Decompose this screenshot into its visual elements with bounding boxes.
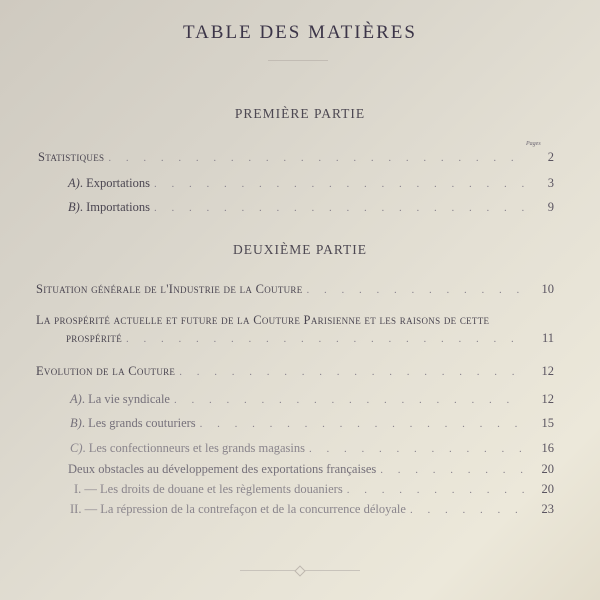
entry-label-cont: prospérité xyxy=(66,331,123,345)
entry-page: 20 xyxy=(541,482,554,496)
entry-prefix: C) xyxy=(70,441,83,455)
entry-label: . Importations xyxy=(79,200,150,214)
end-ornament xyxy=(240,566,360,576)
part-heading-1: PREMIÈRE PARTIE xyxy=(234,106,366,121)
dot-leader xyxy=(154,178,524,190)
part-heading-2: DEUXIÈME PARTIE xyxy=(232,242,368,257)
toc-entry xyxy=(36,282,554,297)
dot-leader xyxy=(309,443,524,455)
toc-entry xyxy=(68,200,554,215)
toc-entry xyxy=(70,502,554,517)
title-divider xyxy=(268,60,328,61)
entry-label: — Les droits de douane et les règlements douaniers xyxy=(81,482,343,496)
diamond-icon xyxy=(294,565,305,576)
toc-entry xyxy=(70,392,554,407)
toc-entry xyxy=(70,416,554,431)
entry-page: 10 xyxy=(541,282,554,296)
toc-entry xyxy=(36,364,554,379)
dot-leader xyxy=(174,394,524,406)
page-title: TABLE DES MATIÈRES xyxy=(183,22,417,43)
entry-page: 3 xyxy=(547,176,554,190)
entry-page: 12 xyxy=(541,364,554,378)
dot-leader xyxy=(154,202,524,214)
dot-leader xyxy=(410,504,524,516)
dot-leader xyxy=(347,484,524,496)
entry-label: . Les grands couturiers xyxy=(81,416,196,430)
entry-label: Statistiques xyxy=(38,150,105,164)
entry-label: . La vie syndicale xyxy=(81,392,170,406)
dot-leader xyxy=(179,366,524,378)
entry-prefix: I. xyxy=(74,482,82,496)
entry-label: Deux obstacles au développement des exportations françaises xyxy=(68,462,377,476)
entry-prefix: II. xyxy=(70,502,82,516)
dot-leader xyxy=(108,152,524,164)
toc-entry xyxy=(74,482,554,497)
toc-entry xyxy=(68,462,554,477)
pages-column-label: Pages xyxy=(526,141,541,147)
entry-label: . Exportations xyxy=(79,176,150,190)
entry-label: Situation générale de l'Industrie de la Couture xyxy=(36,282,303,296)
entry-label-line1: La prospérité actuelle et future de la Couture Parisienne et les raisons de cette xyxy=(36,313,490,327)
entry-label: Evolution de la Couture xyxy=(36,364,176,378)
entry-prefix: A) xyxy=(70,392,82,406)
entry-page: 2 xyxy=(547,150,554,164)
entry-label: . Les confectionneurs et les grands magasins xyxy=(82,441,306,455)
entry-page: 15 xyxy=(541,416,554,430)
entry-page: 12 xyxy=(541,392,554,406)
entry-page: 20 xyxy=(541,462,554,476)
entry-page: 11 xyxy=(541,331,554,345)
entry-page: 9 xyxy=(547,200,554,214)
entry-page: 16 xyxy=(541,441,554,455)
entry-prefix: A) xyxy=(68,176,80,190)
dot-leader xyxy=(380,464,524,476)
toc-entry xyxy=(66,331,554,346)
dot-leader xyxy=(126,333,524,345)
dot-leader xyxy=(307,284,524,296)
entry-prefix: B) xyxy=(68,200,80,214)
toc-entry xyxy=(70,441,554,456)
entry-page: 23 xyxy=(541,502,554,516)
toc-entry xyxy=(38,150,554,165)
toc-entry xyxy=(68,176,554,191)
entry-label: — La répression de la contrefaçon et de la concurrence déloyale xyxy=(81,502,406,516)
entry-prefix: B) xyxy=(70,416,82,430)
dot-leader xyxy=(200,418,524,430)
